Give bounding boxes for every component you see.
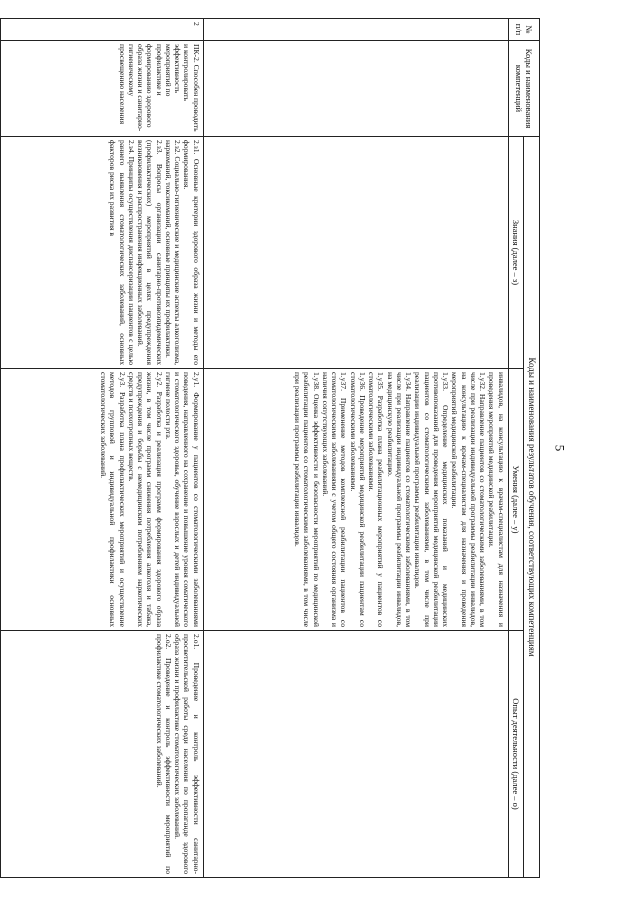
header-skills: Умения (далее – у) — [508, 369, 523, 631]
cell-paragraph: 2.о2. Проведение и контроль эффективности мероприятий по профилактике стоматологических заболеваний. — [154, 634, 173, 874]
cell-paragraph: 2.у2. Разработка и реализация программ формирования здорового образа жизни, в том числе программ снижения потребления алкоголя и табака, предупреждения и борьбы с немедицинским потреблением наркотических средств и психотропных веществ. — [126, 372, 164, 627]
cell-paragraph: 2.з1. Основные критерии здорового образа жизни и методы его формирования. — [182, 140, 201, 365]
row-experience — [203, 631, 508, 878]
header-num: № п/п — [508, 19, 539, 41]
header-knowledge: Знания (далее – з) — [508, 137, 523, 369]
row-skills — [203, 369, 508, 631]
header-experience: Опыт деятельности (далее – о) — [508, 631, 523, 878]
row-knowledge — [203, 137, 508, 369]
row-code — [203, 41, 508, 137]
cell-paragraph: 2.о1. Проведение и контроль эффективности санитарно-просветительской работы среди населения по пропаганде здорового образа жизни и профилактике стоматологических заболеваний. — [173, 634, 201, 874]
cell-paragraph: 2.у1. Формирование у пациентов со стоматологическими заболеваниями поведения, направленного на сохранение и повышение уровня соматического и стоматологического здоровья, обучение взрослых и детей индивидуальной гигиене полости рта. — [163, 372, 201, 627]
competency-table — [0, 18, 540, 878]
cell-paragraph: 2.з4. Принципы осуществления диспансеризации пациентов с целью раннего выявления стоматологических заболеваний, основных факторов риска их развития в — [108, 140, 136, 365]
cell-paragraph: 1.у38. Оценка эффективности и безопасности мероприятий по медицинской реабилитации пациентов со стоматологическими заболеваниями, в том числе при реализации программы реабилитации инвалидов. — [293, 372, 321, 627]
cell-paragraph: инвалидов, на консультацию к врачам-специалистам для назначения и проведения мероприятий медицинской реабилитации. — [487, 372, 506, 627]
row-knowledge — [1, 137, 204, 369]
row-num: 2 — [1, 19, 204, 41]
header-results-group: Коды и наименования результатов обучения, соответствующих компетенциям — [524, 137, 540, 878]
row-code: ПК-2. Способен проводить и контролировать эффективность мероприятий по профилактике и формированию здорового образа жизни и санитарно-гигиеническому просвещению населения — [1, 41, 204, 137]
cell-paragraph: 1.у34. Направление пациентов со стоматологическими заболеваниями, в том числе при реализации индивидуальной программы реабилитации инвалидов, на медицинскую реабилитацию. — [385, 372, 414, 627]
row-num — [203, 19, 508, 41]
page-number: 5 — [552, 444, 568, 452]
rotated-page — [0, 18, 540, 878]
header-code: Коды и наименования компетенций — [508, 41, 539, 137]
cell-paragraph: 2.з2. Социально-гигиенические и медицинские аспекты алкоголизма, наркоманий, токсикоманий, основные принципы их профилактики. — [163, 140, 183, 365]
cell-paragraph: 1.у36. Проведение мероприятий медицинской реабилитации пациентам со стоматологическими заболеваниями. — [348, 372, 367, 627]
cell-paragraph: 1.у37. Применение методов комплексной реабилитации пациентов со стоматологическими заболеваниями с учетом общего состояния организма и наличия сопутствующих заболеваний. — [320, 372, 349, 627]
table-row — [1, 19, 204, 878]
cell-paragraph: 1.у32. Направление пациентов со стоматологическими заболеваниями, в том числе при реализации индивидуальной программы реабилитации инвалидов, на консультацию к врачам-специалистам для назначения и проведения мероприятий медицинской реабилитации. — [450, 372, 488, 627]
cell-paragraph: 1.у35. Разработка плана реабилитационных мероприятий у пациентов со стоматологическими заболеваниями. — [367, 372, 386, 627]
cell-paragraph: 1.у33. Определение медицинских показаний и медицинских противопоказаний для проведения мероприятий медицинской реабилитации пациентов со стоматологическими заболеваниями, в том числе при реализации индивидуальной программы реабилитации инвалидов. — [413, 372, 451, 627]
row-experience — [1, 631, 204, 878]
cell-paragraph: 2.з3. Вопросы организации санитарно-противоэпидемических (профилактических) мероприятий в целях предупреждения возникновения и распространения инфекционных заболеваний. — [136, 140, 164, 365]
table-row — [203, 19, 508, 878]
row-skills — [1, 369, 204, 631]
cell-paragraph: 2.у3. Разработка плана профилактических мероприятий и осуществление методов групповой и индивидуальной профилактики основных стоматологических заболеваний. — [99, 372, 127, 627]
